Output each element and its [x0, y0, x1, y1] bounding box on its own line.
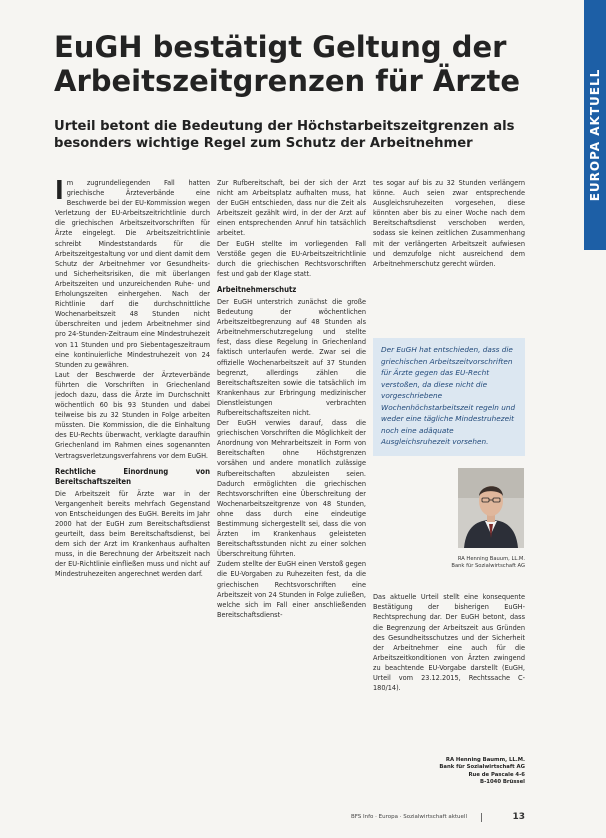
paragraph: Zur Rufbereitschaft, bei der sich der Arzt nicht am Arbeitsplatz aufhalten muss, hat der EuGH entschieden, dass nur die Zeit als Arbeitszeit gezählt wird, in der der Arzt auf einen entsprechenden Anruf hin tatsächlich arbeitet. — [217, 178, 366, 238]
paragraph — [55, 178, 210, 370]
footer-separator: | — [479, 813, 483, 823]
paragraph-text: m zugrundeliegenden Fall hatten griechische Ärzteverbände eine Beschwerde bei der EU-Kommission wegen Verletzung der EU-Arbeitszeitrichtlinie durch die griechischen Arbeitszeitvorschriften für Ärzte eingelegt. Die Arbeitszeitrichtlinie schreibt Mindeststandards für die Arbeitszeitgestaltung vor und dient damit dem Schutz der Arbeitnehmer vor Gesundheits- und Sicherheitsrisiken, die mit überlangen Arbeitszeiten und unzureichenden Ruhe- und Erholungszeiten einhergehen. Nach der Richtlinie darf die durchschnittliche Wochenarbeitszeit 48 Stunden nicht überschreiten und jedem Arbeitnehmer sind pro 24-Stunden-Zeitraum eine Mindestruhezeit von 11 Stunden und pro Siebentageszeitraum eine kontinuierliche Mindestruhezeit von 24 Stunden zu gewähren. — [55, 178, 210, 369]
paragraph: Der EuGH unterstrich zunächst die große Bedeutung der wöchentlichen Arbeitszeitbegrenzung auf 48 Stunden als Arbeitnehmerschutzregelung und stellte fest, dass diese Regelung in Griechenland faktisch unterlaufen werde. Zwar sei die offizielle Wochenarbeitszeit auf 37 Stunden begrenzt, allerdings zählen die Bereitschaftszeiten sowie die tatsächlich im Krankenhaus zur Erbringung medizinischer Dienstleistungen verbrachten Rufbereitschaftszeiten nicht. — [217, 296, 366, 417]
portrait-photo — [458, 468, 524, 548]
signature-line: Bank für Sozialwirtschaft AG — [439, 764, 525, 771]
paragraph: Der EuGH verwies darauf, dass die griechischen Vorschriften die Möglichkeit der Anordnung von Mehrarbeitszeit in Form von Bereitschaften ohne Höchstgrenzen vorsähen und andere monatlich zulässige Rufbereitschaften abzuleisten seien. Dadurch ermöglichten die griechischen Rechtsvorschriften eine Überschreitung der Wochenarbeitszeitgrenze von 48 Stunden, ohne dass durch eine eindeutige Bestimmung sichergestellt sei, dass die von Ärzten im Krankenhaus geleisteten Bereitschaftsstunden nicht zu einer solchen Überschreitung führten. — [217, 418, 366, 559]
subheadline: Urteil betont die Bedeutung der Höchstarbeitszeitgrenzen als besonders wichtige Regel zum Schutz der Arbeitnehmer — [54, 119, 515, 151]
text-column-3-continued — [373, 585, 525, 701]
headline: EuGH bestätigt Geltung der Arbeitszeitgrenzen für Ärzte — [54, 30, 521, 98]
page-footer — [350, 812, 525, 826]
text-column-3 — [373, 178, 525, 269]
section-heading: Arbeitnehmerschutz — [217, 284, 297, 294]
paragraph: Der EuGH stellte im vorliegenden Fall Verstöße gegen die EU-Arbeitszeitrichtlinie durch die griechischen Rechtsvorschriften fest und gab der Klage statt. — [217, 238, 366, 278]
section-tab-label: EUROPA AKTUELL — [588, 68, 602, 202]
paragraph: tes sogar auf bis zu 32 Stunden verlängern könne. Auch seien zwar entsprechende Ausgleichsruhezeiten vorgesehen, diese könnten aber bis zu einer Woche nach dem Bereitschaftsdienst verschoben werden, sodass sie keinen zeitlichen Zusammenhang mit der verlängerten Arbeitszeit aufwiesen und demzufolge nicht ausreichend dem Arbeitnehmerschutz gerecht würden. — [373, 178, 525, 268]
signature-line: B-1040 Brüssel — [480, 778, 525, 785]
caption-line: Bank für Sozialwirtschaft AG — [451, 563, 525, 569]
portrait-icon — [458, 468, 524, 548]
page-number: 13 — [512, 812, 525, 822]
pull-quote: Der EuGH hat entschieden, dass die griechischen Arbeitszeitvorschriften für Ärzte gegen das EU-Recht verstoßen, da diese nicht die vorgeschriebene Wochenhöchstarbeitszeit regeln und weder eine tägliche Mindestruhezeit noch eine adäquate Ausgleichsruhezeit vorsehen. — [373, 338, 525, 456]
text-column-1 — [55, 178, 210, 579]
signature-line: RA Henning Baumm, LL.M. — [445, 757, 525, 763]
author-signature — [373, 757, 525, 786]
paragraph: Die Arbeitszeit für Ärzte war in der Vergangenheit bereits mehrfach Gegenstand von Entscheidungen des EuGH. Bereits im Jahr 2000 hat der EuGH zum Bereitschaftsdienst geurteilt, dass beim Bereitschaftsdienst, bei dem sich der Arzt im Krankenhaus aufhalten muss, in die Berechnung der Arbeitszeit nach der EU-Richtlinie einfließen muss und nicht auf Mindestruhezeiten angerechnet werden darf. — [55, 488, 210, 579]
drop-cap: I — [55, 176, 64, 206]
paragraph: Zudem stellte der EuGH einen Verstoß gegen die EU-Vorgaben zu Ruhezeiten fest, da die griechischen Rechtsvorschriften eine Arbeitszeit von 24 Stunden in Folge zuließen, welche sich im Fall einer anschließenden Bereitschaftsdienst- — [217, 559, 366, 619]
caption-line: RA Henning Bauum, LL.M. — [457, 556, 525, 562]
footer-source: BFS Info · Europa · Sozialwirtschaft aktuell — [350, 814, 467, 820]
section-heading: Rechtliche Einordnung von Bereitschaftszeiten — [55, 466, 210, 486]
text-column-2 — [217, 178, 366, 620]
photo-caption — [373, 556, 525, 570]
section-tab — [584, 0, 606, 250]
signature-line: Rue de Pascale 4-6 — [468, 771, 525, 778]
paragraph: Laut der Beschwerde der Ärzteverbände führten die Vorschriften in Griechenland jedoch dazu, dass die Ärzte im Durchschnitt wöchentlich 60 bis 93 Stunden und dabei teilweise bis zu 32 Stunden in Folge arbeiten müssten. Die Kommission, die die Einhaltung des EU-Rechts überwacht, verklagte daraufhin Griechenland im Rahmen eines sogenannten Vertragsverletzungsverfahrens vor dem EuGH. — [55, 369, 210, 460]
paragraph: Das aktuelle Urteil stellt eine konsequente Bestätigung der bisherigen EuGH-Rechtsprechung dar. Der EuGH betont, dass die Begrenzung der Arbeitszeit aus Gründen des Gesundheitsschutzes und der Sicherheit der Arbeitnehmer eine auch für die Arbeitszeitkonditionen von Ärzten zwingend zu beachtende EU-Vorgabe darstellt (EuGH, Urteil vom 23.12.2015, Rechtssache C-180/14). — [373, 592, 525, 693]
